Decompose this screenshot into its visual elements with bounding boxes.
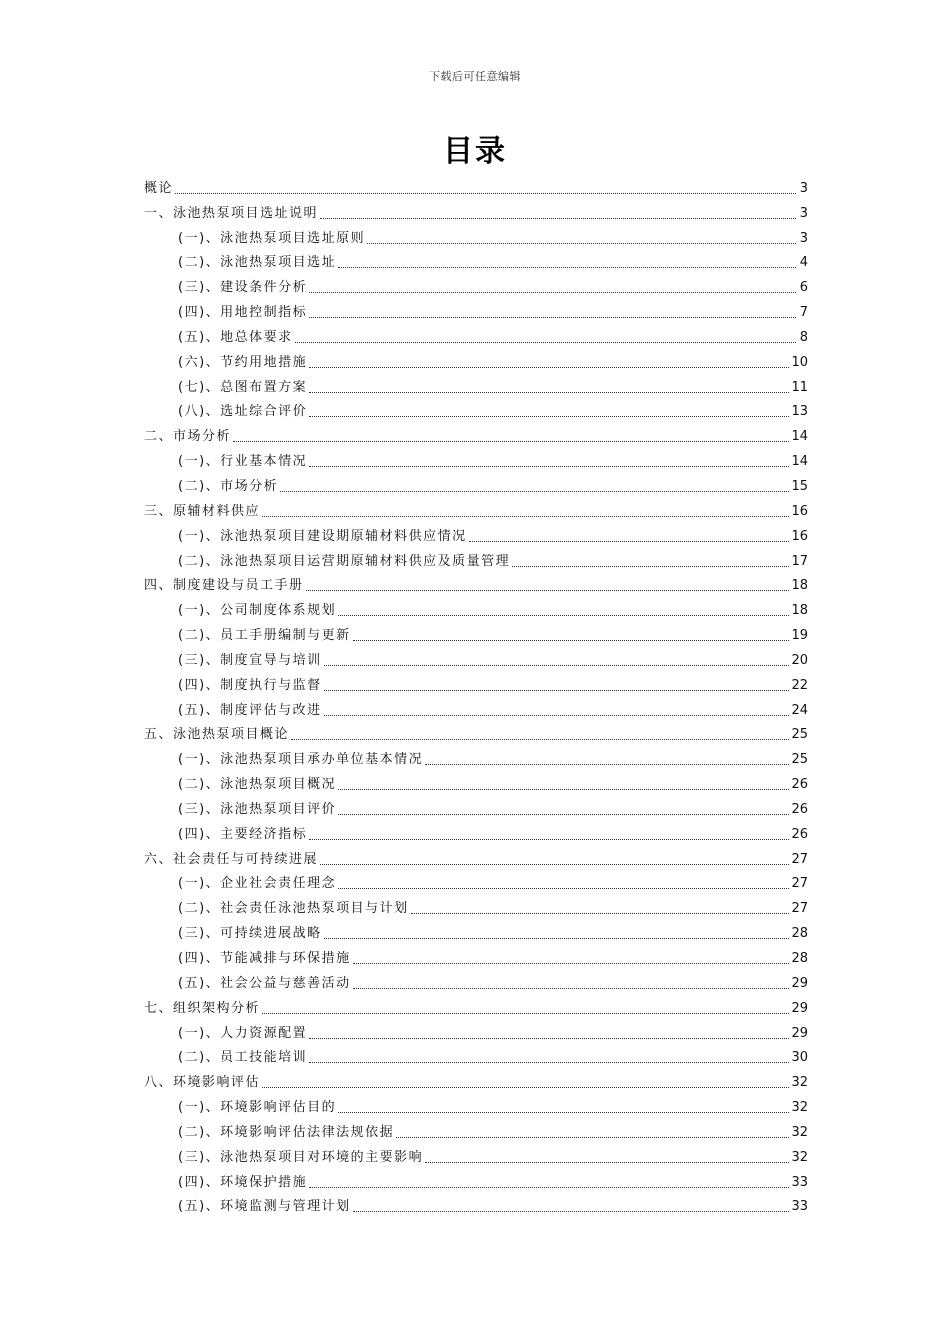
- toc-entry-page-number: 3: [799, 205, 808, 221]
- toc-entry-page-number: 6: [799, 280, 808, 296]
- toc-entry[interactable]: [144, 373, 808, 398]
- dot-leader: [425, 1162, 789, 1163]
- toc-entry-page-number: 32: [791, 1124, 808, 1140]
- dot-leader: [233, 441, 789, 442]
- dot-leader: [280, 491, 789, 492]
- toc-entry-title: (五)、环境监测与管理计划: [178, 1199, 351, 1215]
- dot-leader: [353, 988, 790, 989]
- toc-entry-title: (二)、市场分析: [178, 478, 279, 494]
- toc-entry-page-number: 22: [791, 677, 808, 693]
- toc-entry-page-number: 14: [791, 454, 808, 470]
- toc-entry-title: (二)、员工手册编制与更新: [178, 628, 351, 644]
- dot-leader: [306, 590, 790, 591]
- toc-entry[interactable]: [144, 1093, 808, 1118]
- toc-entry[interactable]: [144, 547, 808, 572]
- toc-entry-page-number: 30: [791, 1050, 808, 1066]
- dot-leader: [396, 1137, 789, 1138]
- toc-entry[interactable]: [144, 422, 808, 447]
- dot-leader: [309, 317, 796, 318]
- dot-leader: [353, 963, 790, 964]
- toc-entry[interactable]: [144, 944, 808, 969]
- toc-entry-title: 一、泳池热泵项目选址说明: [144, 205, 319, 221]
- toc-entry-page-number: 8: [799, 329, 808, 345]
- toc-entry[interactable]: [144, 522, 808, 547]
- toc-entry[interactable]: [144, 199, 808, 224]
- toc-entry[interactable]: [144, 174, 808, 199]
- toc-entry-title: (一)、泳池热泵项目选址原则: [178, 230, 366, 246]
- toc-entry-title: (二)、环境影响评估法律法规依据: [178, 1124, 395, 1140]
- table-of-contents: [144, 174, 808, 1217]
- toc-entry[interactable]: [144, 224, 808, 249]
- toc-entry[interactable]: [144, 348, 808, 373]
- dot-leader: [175, 193, 796, 194]
- toc-entry[interactable]: [144, 894, 808, 919]
- toc-entry-page-number: 16: [791, 503, 808, 519]
- toc-entry[interactable]: [144, 994, 808, 1019]
- toc-entry[interactable]: [144, 870, 808, 895]
- toc-entry[interactable]: [144, 696, 808, 721]
- toc-entry[interactable]: [144, 1068, 808, 1093]
- toc-entry-page-number: 20: [791, 652, 808, 668]
- toc-entry-page-number: 7: [799, 305, 808, 321]
- toc-entry-page-number: 26: [791, 826, 808, 842]
- toc-entry-title: (五)、制度评估与改进: [178, 702, 322, 718]
- toc-entry-title: (三)、建设条件分析: [178, 280, 308, 296]
- toc-entry-page-number: 3: [799, 180, 808, 196]
- dot-leader: [309, 1038, 789, 1039]
- toc-entry[interactable]: [144, 472, 808, 497]
- toc-entry-title: (四)、用地控制指标: [178, 305, 308, 321]
- toc-entry[interactable]: [144, 298, 808, 323]
- toc-entry[interactable]: [144, 621, 808, 646]
- toc-entry[interactable]: [144, 745, 808, 770]
- dot-leader: [309, 392, 789, 393]
- dot-leader: [338, 267, 796, 268]
- dot-leader: [338, 814, 789, 815]
- toc-entry-title: (五)、社会公益与慈善活动: [178, 975, 351, 991]
- toc-entry[interactable]: [144, 249, 808, 274]
- toc-entry[interactable]: [144, 721, 808, 746]
- toc-entry-title: (一)、企业社会责任理念: [178, 876, 337, 892]
- toc-entry-page-number: 25: [791, 752, 808, 768]
- toc-entry[interactable]: [144, 795, 808, 820]
- toc-entry-page-number: 24: [791, 702, 808, 718]
- dot-leader: [353, 640, 790, 641]
- toc-entry[interactable]: [144, 273, 808, 298]
- toc-entry-title: (二)、泳池热泵项目选址: [178, 255, 337, 271]
- toc-entry-title: (三)、泳池热泵项目评价: [178, 801, 337, 817]
- dot-leader: [338, 789, 789, 790]
- toc-entry-title: (三)、制度宣导与培训: [178, 652, 322, 668]
- toc-entry-title: (八)、选址综合评价: [178, 404, 308, 420]
- header-note: 下载后可任意编辑: [429, 70, 521, 83]
- dot-leader: [309, 292, 796, 293]
- toc-entry-page-number: 33: [791, 1199, 808, 1215]
- toc-entry-page-number: 32: [791, 1149, 808, 1165]
- toc-entry[interactable]: [144, 1118, 808, 1143]
- toc-entry[interactable]: [144, 820, 808, 845]
- toc-entry-title: (二)、社会责任泳池热泵项目与计划: [178, 901, 409, 917]
- dot-leader: [309, 367, 789, 368]
- toc-entry-title: (一)、行业基本情况: [178, 454, 308, 470]
- toc-entry-page-number: 29: [791, 1025, 808, 1041]
- toc-entry-title: (六)、节约用地措施: [178, 354, 308, 370]
- toc-entry-page-number: 10: [791, 354, 808, 370]
- toc-entry-title: (四)、节能减排与环保措施: [178, 951, 351, 966]
- dot-leader: [295, 342, 796, 343]
- dot-leader: [338, 615, 789, 616]
- dot-leader: [512, 566, 789, 567]
- toc-entry-page-number: 25: [791, 727, 808, 743]
- toc-entry[interactable]: [144, 1044, 808, 1069]
- dot-leader: [309, 466, 789, 467]
- toc-entry[interactable]: [144, 1143, 808, 1168]
- dot-leader: [262, 1013, 789, 1014]
- toc-entry-page-number: 17: [791, 553, 808, 569]
- dot-leader: [262, 516, 789, 517]
- toc-entry-title: (四)、环境保护措施: [178, 1174, 308, 1190]
- toc-entry-title: (二)、泳池热泵项目运营期原辅材料供应及质量管理: [178, 553, 511, 569]
- dot-leader: [262, 1087, 789, 1088]
- toc-entry-title: 四、制度建设与员工手册: [144, 578, 304, 594]
- toc-entry[interactable]: [144, 1193, 808, 1218]
- dot-leader: [353, 1211, 790, 1212]
- toc-entry-page-number: 27: [791, 876, 808, 892]
- dot-leader: [324, 715, 790, 716]
- toc-entry[interactable]: [144, 447, 808, 472]
- toc-entry-page-number: 26: [791, 801, 808, 817]
- toc-entry-page-number: 28: [791, 951, 808, 966]
- dot-leader: [320, 864, 789, 865]
- dot-leader: [367, 243, 796, 244]
- dot-leader: [469, 541, 790, 542]
- toc-entry-title: (三)、可持续进展战略: [178, 926, 322, 942]
- toc-entry-page-number: 14: [791, 429, 808, 445]
- toc-entry[interactable]: [144, 845, 808, 870]
- toc-entry-page-number: 18: [791, 578, 808, 594]
- dot-leader: [324, 690, 790, 691]
- toc-entry-page-number: 13: [791, 404, 808, 420]
- dot-leader: [338, 1112, 789, 1113]
- toc-entry-title: (四)、制度执行与监督: [178, 677, 322, 693]
- dot-leader: [425, 764, 789, 765]
- dot-leader: [411, 913, 790, 914]
- toc-entry[interactable]: [144, 919, 808, 944]
- toc-entry[interactable]: [144, 770, 808, 795]
- toc-entry[interactable]: [144, 1019, 808, 1044]
- toc-entry-page-number: 19: [791, 628, 808, 644]
- toc-entry[interactable]: [144, 323, 808, 348]
- toc-entry[interactable]: [144, 1168, 808, 1193]
- toc-entry-title: 二、市场分析: [144, 429, 232, 445]
- toc-entry-title: (四)、主要经济指标: [178, 826, 308, 842]
- toc-entry-title: (一)、环境影响评估目的: [178, 1100, 337, 1116]
- toc-entry-title: 六、社会责任与可持续进展: [144, 851, 319, 867]
- toc-entry-page-number: 3: [799, 230, 808, 246]
- toc-entry-title: (二)、员工技能培训: [178, 1050, 308, 1066]
- toc-entry-title: (一)、公司制度体系规划: [178, 603, 337, 619]
- toc-entry-title: (一)、人力资源配置: [178, 1025, 308, 1041]
- toc-entry[interactable]: [144, 969, 808, 994]
- toc-entry-page-number: 4: [799, 255, 808, 271]
- toc-entry-page-number: 15: [791, 478, 808, 494]
- toc-entry-page-number: 32: [791, 1075, 808, 1091]
- toc-entry-page-number: 28: [791, 926, 808, 942]
- toc-entry-title: (五)、地总体要求: [178, 329, 293, 345]
- toc-entry-title: 五、泳池热泵项目概论: [144, 727, 290, 743]
- dot-leader: [309, 1062, 789, 1063]
- toc-entry-title: 七、组织架构分析: [144, 1000, 261, 1016]
- dot-leader: [324, 665, 790, 666]
- toc-entry-page-number: 29: [791, 975, 808, 991]
- toc-entry-title: (一)、泳池热泵项目建设期原辅材料供应情况: [178, 528, 467, 544]
- toc-entry[interactable]: [144, 572, 808, 597]
- toc-entry[interactable]: [144, 596, 808, 621]
- toc-entry-title: (七)、总图布置方案: [178, 379, 308, 395]
- toc-entry-title: (一)、泳池热泵项目承办单位基本情况: [178, 752, 424, 768]
- dot-leader: [291, 739, 789, 740]
- toc-entry[interactable]: [144, 497, 808, 522]
- page-title: 目录: [443, 134, 507, 169]
- dot-leader: [309, 416, 789, 417]
- toc-entry-page-number: 16: [791, 528, 808, 544]
- toc-entry-page-number: 29: [791, 1000, 808, 1016]
- toc-entry-page-number: 11: [791, 379, 808, 395]
- toc-entry-title: (三)、泳池热泵项目对环境的主要影响: [178, 1149, 424, 1165]
- toc-entry[interactable]: [144, 398, 808, 423]
- dot-leader: [320, 218, 796, 219]
- toc-entry[interactable]: [144, 671, 808, 696]
- toc-entry-page-number: 32: [791, 1100, 808, 1116]
- toc-entry-page-number: 27: [791, 851, 808, 867]
- toc-entry-page-number: 18: [791, 603, 808, 619]
- toc-entry-title: 三、原辅材料供应: [144, 503, 261, 519]
- toc-entry-page-number: 27: [791, 901, 808, 917]
- dot-leader: [309, 1187, 789, 1188]
- dot-leader: [338, 888, 789, 889]
- toc-entry-title: (二)、泳池热泵项目概况: [178, 777, 337, 793]
- dot-leader: [324, 938, 790, 939]
- dot-leader: [309, 839, 789, 840]
- toc-entry-page-number: 33: [791, 1174, 808, 1190]
- toc-entry-title: 概论: [144, 180, 174, 196]
- toc-entry-page-number: 26: [791, 777, 808, 793]
- toc-entry[interactable]: [144, 646, 808, 671]
- toc-entry-title: 八、环境影响评估: [144, 1075, 261, 1091]
